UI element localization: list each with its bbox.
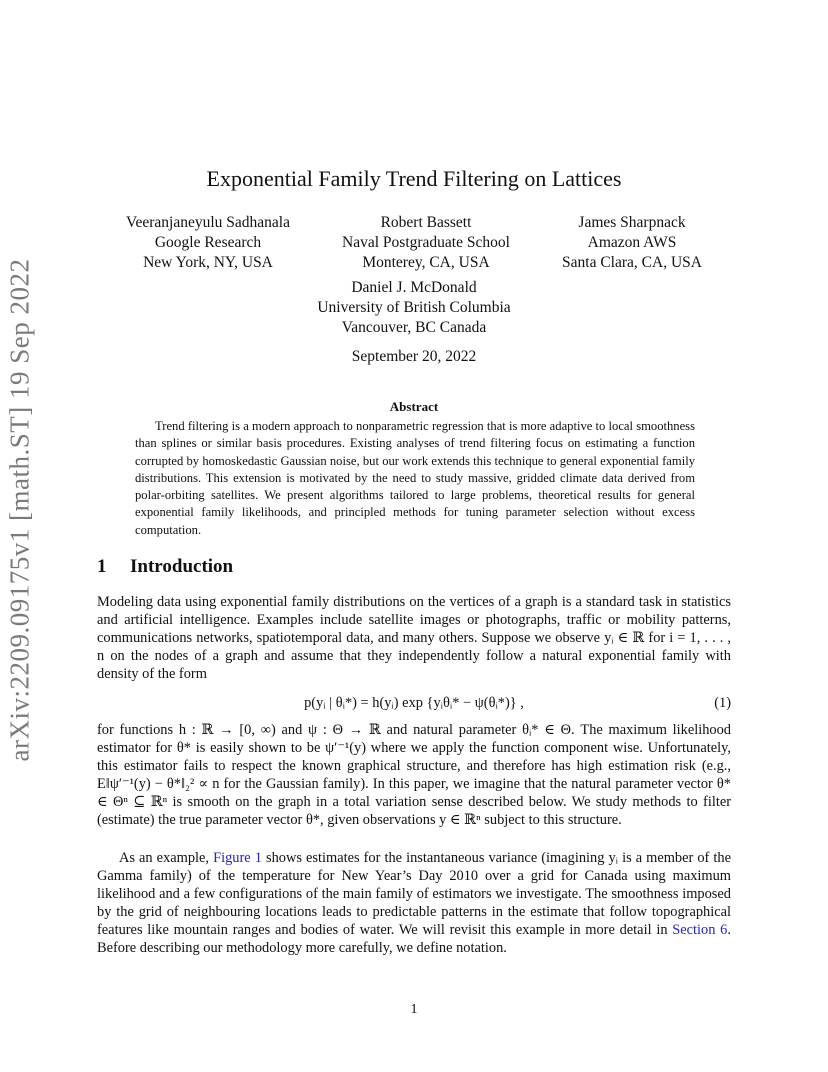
abstract-heading: Abstract: [389, 399, 439, 414]
paragraph-text: . Before describing our methodology more carefully, we define notation.: [97, 921, 731, 956]
arxiv-identifier-text: arXiv:2209.09175v1 [math.ST] 19 Sep 2022: [4, 258, 35, 762]
section-heading-introduction: [97, 556, 233, 578]
equation-body: p(yᵢ | θᵢ*) = h(yᵢ) exp {yᵢθᵢ* − ψ(θᵢ*)} ,: [304, 695, 524, 711]
author-name: James Sharpnack: [578, 214, 686, 231]
author-affiliation: Amazon AWS: [587, 234, 677, 251]
author-location: Monterey, CA, USA: [362, 254, 490, 271]
section-6-link[interactable]: Section 6: [672, 921, 728, 938]
author-block-4: [300, 278, 528, 338]
section-number: 1: [97, 556, 107, 577]
author-name: Daniel J. McDonald: [351, 279, 477, 296]
author-name: Robert Bassett: [380, 214, 472, 231]
abstract-body: Trend filtering is a modern approach to nonparametric regression that is more adaptive to local smoothness than splines or similar basis procedures. Existing analyses of trend filtering focus on estimating a function corrupted by homoskedastic Gaussian noise, but our work extends this technique to general exponential family distributions. This extension is motivated by the need to study massive, gridded climate data derived from polar-orbiting satellites. We present algorithms tailored to large problems, theoretical results for general exponential family likelihoods, and principled methods for tuning parameter selection without excess computation.: [135, 419, 695, 537]
paragraph-text: As an example,: [119, 850, 214, 866]
intro-paragraph-2: for functions h : ℝ → [0, ∞) and ψ : Θ → ℝ and natural parameter θᵢ* ∈ Θ. The maximum likelihood estimator for θ* is easily shown to be ψ′⁻¹(y) where we apply the function component wise. Unfortunately, this estimator fails to respect the known graphical structure, and therefore has high estimation risk (e.g., E‖ψ′⁻¹(y) − θ*‖₂² ∝ n for the Gaussian family). In this paper, we imagine that the natural parameter vector θ* ∈ Θⁿ ⊆ ℝⁿ is smooth on the graph in a total variation sense described below. We study methods to filter (estimate) the true parameter vector θ*, given observations y ∈ ℝⁿ subject to this structure.: [97, 722, 731, 828]
author-affiliation: University of British Columbia: [317, 299, 511, 316]
author-affiliation: Naval Postgraduate School: [342, 234, 510, 251]
author-block-2: [326, 213, 526, 273]
author-location: Vancouver, BC Canada: [341, 319, 487, 336]
author-location: New York, NY, USA: [143, 254, 273, 271]
paragraph-text: shows estimates for the instantaneous variance (imagining yᵢ is a member of the Gamma family) of the temperature for New Year’s Day 2010 over a grid for Canada using maximum likelihood and a few configurations of the main family of estimators we investigate. The smoothness imposed by the grid of neighbouring locations leads to predictable patterns in the estimate that follow topographical features like mountain ranges and bodies of water. We will revisit this example in more detail in: [97, 850, 731, 938]
paper-title: Exponential Family Trend Filtering on Lattices: [206, 166, 622, 191]
intro-paragraph-1: Modeling data using exponential family distributions on the vertices of a graph is a standard task in statistics and artificial intelligence. Examples include satellite images or photographs, traffic or mobility patterns, communications networks, spatiotemporal data, and many others. Suppose we observe yᵢ ∈ ℝ for i = 1, . . . , n on the nodes of a graph and assume that they independently follow a natural exponential family with density of the form: [97, 594, 731, 682]
section-title: Introduction: [130, 556, 234, 577]
figure-1-link[interactable]: Figure 1: [213, 850, 262, 866]
page-number: 1: [410, 1002, 418, 1017]
author-affiliation: Google Research: [154, 234, 262, 251]
author-location: Santa Clara, CA, USA: [562, 254, 702, 271]
author-name: Veeranjaneyulu Sadhanala: [126, 214, 290, 231]
author-block-3: [532, 213, 732, 273]
equation-1: [97, 695, 731, 715]
intro-paragraph-3: [97, 850, 731, 957]
equation-number: (1): [714, 695, 731, 711]
author-block-1: [108, 213, 308, 273]
publication-date: September 20, 2022: [351, 348, 477, 365]
